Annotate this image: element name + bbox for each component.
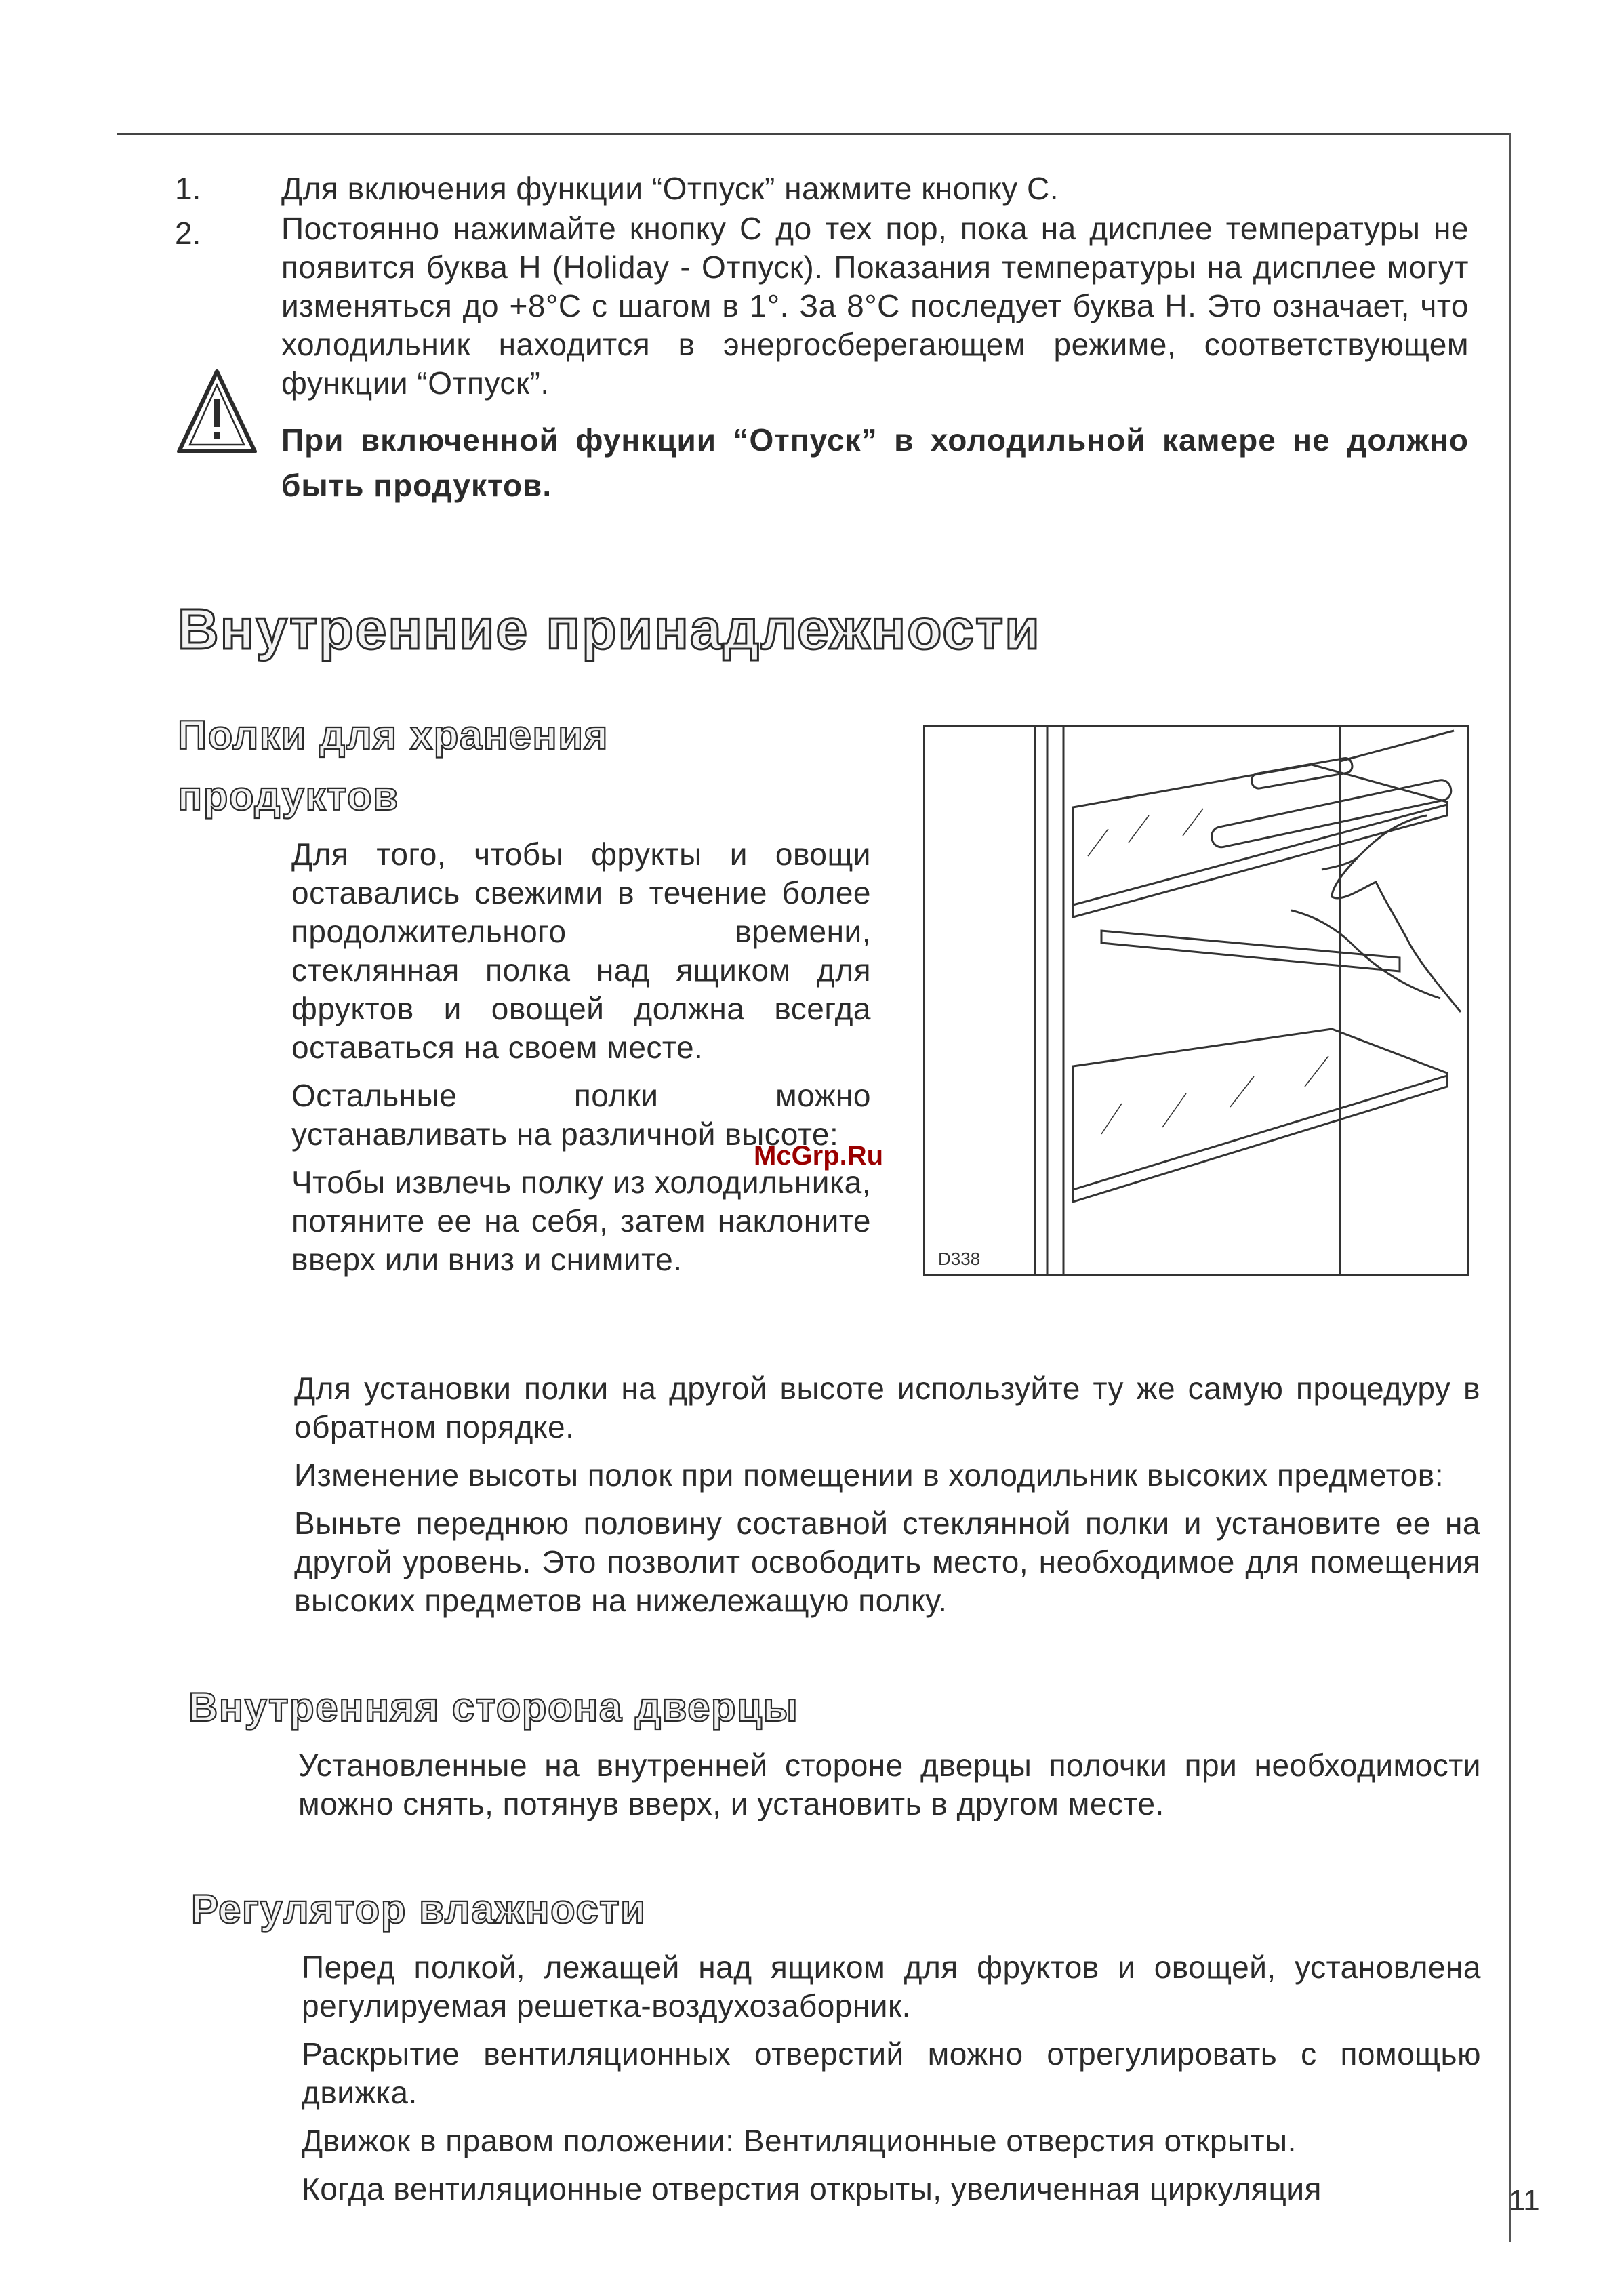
humidity-paragraph-3: Движок в правом положении: Вентиляционные отверстия открыты. <box>302 2123 1297 2158</box>
shelves-text-column <box>291 835 871 1289</box>
figure-label: D338 <box>938 1249 981 1269</box>
shelves-paragraph-1: Для того, чтобы фрукты и овощи оставались свежими в течение более продолжительного времени, стеклянная полка над ящиком для фруктов и овощей должна всегда оставаться на своем месте. <box>291 836 871 1065</box>
shelves-heading-line1: Полки для хранения <box>178 712 609 758</box>
step-2-number: 2. <box>175 216 201 251</box>
watermark: McGrp.Ru <box>754 1141 884 1171</box>
step-1-text: Для включения функции “Отпуск” нажмите кнопку С. <box>281 171 1059 206</box>
warning-text: При включенной функции “Отпуск” в холодильной камере не должно быть продуктов. <box>281 422 1469 503</box>
shelf-removal-illustration <box>923 725 1469 1276</box>
shelves-paragraph-3: Чтобы извлечь полку из холодильника, потяните ее на себя, затем наклоните вверх или вниз и снимите. <box>291 1165 871 1277</box>
door-text <box>298 1746 1481 1833</box>
step-2-text: Постоянно нажимайте кнопку С до тех пор, пока на дисплее температуры не появится буква H (Holiday - Отпуск). Показания температуры на дисплее могут изменяться до +8°C с шагом в 1°. За 8°C последует буква H. Это означает, что холодильник находится в энергосберегающем режиме, соответствующем функции “Отпуск”. <box>281 211 1469 401</box>
shelves-paragraph-5: Изменение высоты полок при помещении в холодильник высоких предметов: <box>294 1457 1444 1493</box>
section-title: Внутренние принадлежности <box>178 597 1041 661</box>
shelves-paragraph-4: Для установки полки на другой высоте используйте ту же самую процедуру в обратном порядке. <box>294 1371 1480 1444</box>
shelf-illustration-drawing <box>925 727 1467 1274</box>
shelves-heading-line2: продуктов <box>178 773 399 819</box>
warning-icon <box>175 366 259 460</box>
door-heading: Внутренняя сторона дверцы <box>188 1684 799 1730</box>
shelves-paragraph-2: Остальные полки можно устанавливать на различной высоте: <box>291 1078 871 1152</box>
humidity-heading: Регулятор влажности <box>191 1886 647 1932</box>
humidity-text <box>302 1948 1481 2218</box>
shelves-paragraph-6: Выньте переднюю половину составной стеклянной полки и установите ее на другой уровень. Это позволит освободить место, необходимое для помещения высоких предметов на нижележащую полку. <box>294 1506 1480 1618</box>
door-paragraph-1: Установленные на внутренней стороне дверцы полочки при необходимости можно снять, потянув вверх, и установить в другом месте. <box>298 1747 1481 1821</box>
humidity-paragraph-2: Раскрытие вентиляционных отверстий можно отрегулировать с помощью движка. <box>302 2036 1481 2110</box>
shelves-text-full <box>294 1369 1480 1630</box>
top-rule <box>117 133 1510 135</box>
step-1-number: 1. <box>175 171 201 206</box>
right-rule <box>1509 133 1511 2242</box>
humidity-paragraph-1: Перед полкой, лежащей над ящиком для фруктов и овощей, установлена регулируемая решетка-воздухозаборник. <box>302 1949 1481 2023</box>
humidity-paragraph-4: Когда вентиляционные отверстия открыты, увеличенная циркуляция <box>302 2171 1322 2206</box>
page-number: 11 <box>1509 2184 1540 2217</box>
